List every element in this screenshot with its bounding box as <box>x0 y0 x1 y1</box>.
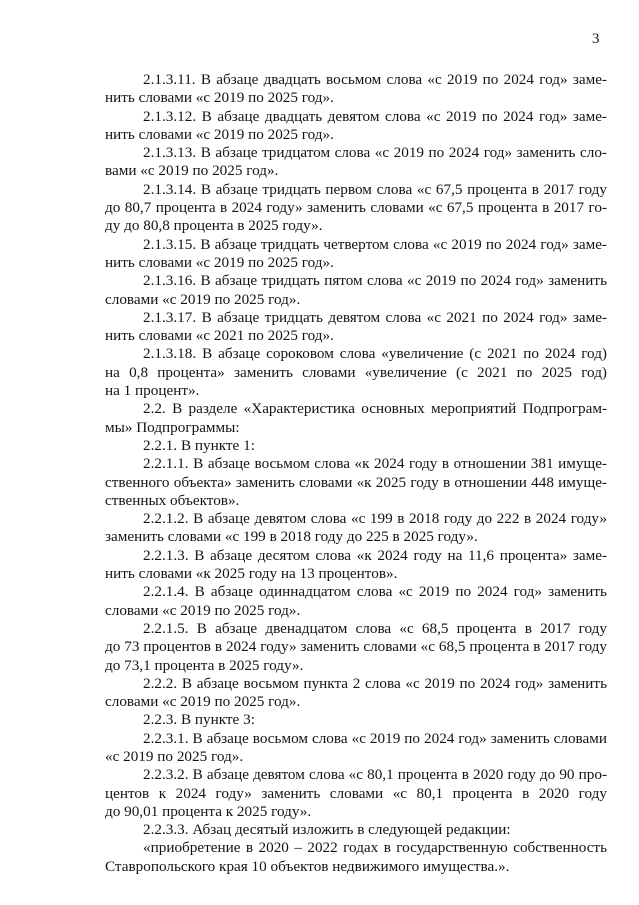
text-line: 2.1.3.18. В абзаце сороковом слова «увеличение (с 2021 по 2024 год) <box>143 345 607 363</box>
paragraph <box>105 309 607 346</box>
paragraph <box>105 108 607 145</box>
text-line: 2.2.1.4. В абзаце одиннадцатом слова «с 2019 по 2024 год» заменить <box>143 583 607 601</box>
paragraph <box>105 675 607 712</box>
text-line: 2.1.3.12. В абзаце двадцать девятом слова «с 2019 по 2024 год» заме- <box>143 107 607 125</box>
text-line: вами «с 2019 по 2025 год». <box>105 162 279 180</box>
text-line: 2.1.3.17. В абзаце тридцать девятом слова «с 2021 по 2024 год» заме- <box>143 308 607 326</box>
text-line: 2.2.1. В пункте 1: <box>143 436 255 454</box>
text-line: 2.2.3.2. В абзаце девятом слова «с 80,1 процента в 2020 году до 90 про- <box>143 766 607 784</box>
text-line: мы» Подпрограммы: <box>105 418 240 436</box>
text-line: 2.2.1.3. В абзаце десятом слова «к 2024 году на 11,6 процента» заме- <box>143 546 607 564</box>
paragraph <box>105 71 607 108</box>
text-line: нить словами «с 2021 по 2025 год». <box>105 327 334 345</box>
paragraph <box>105 272 607 309</box>
text-line: словами «с 2019 по 2025 год». <box>105 290 301 308</box>
paragraph <box>105 345 607 400</box>
text-line: до 80,7 процента в 2024 году» заменить словами «с 67,5 процента в 2017 го- <box>105 199 607 217</box>
text-line: словами «с 2019 по 2025 год». <box>105 601 301 619</box>
document-body <box>105 71 607 876</box>
paragraph <box>105 400 607 437</box>
paragraph <box>105 437 607 455</box>
text-line: заменить словами «с 199 в 2018 году до 225 в 2025 году». <box>105 528 478 546</box>
text-line: «приобретение в 2020 – 2022 годах в государственную собственность <box>143 839 607 857</box>
text-line: нить словами «с 2019 по 2025 год». <box>105 125 334 143</box>
text-line: 2.1.3.11. В абзаце двадцать восьмом слова «с 2019 по 2024 год» заме- <box>143 71 607 88</box>
paragraph <box>105 144 607 181</box>
text-line: на 1 процент». <box>105 382 200 400</box>
text-line: ду до 80,8 процента в 2025 году». <box>105 217 323 235</box>
text-line: нить словами «к 2025 году на 13 процентов». <box>105 565 398 583</box>
text-line: «с 2019 по 2025 год». <box>105 747 244 765</box>
text-line: 2.2.1.1. В абзаце восьмом слова «к 2024 году в отношении 381 имуще- <box>143 455 607 473</box>
text-line: 2.1.3.16. В абзаце тридцать пятом слова «с 2019 по 2024 год» заменить <box>143 272 607 290</box>
paragraph <box>105 711 607 729</box>
paragraph <box>105 547 607 584</box>
text-line: до 73 процентов в 2024 году» заменить словами «с 68,5 процента в 2017 году <box>105 638 607 656</box>
text-line: 2.1.3.15. В абзаце тридцать четвертом слова «с 2019 по 2024 год» заме- <box>143 235 607 253</box>
text-line: ственных объектов». <box>105 491 240 509</box>
text-line: 2.2. В разделе «Характеристика основных мероприятий Подпрограм- <box>143 400 607 418</box>
text-line: 2.2.1.2. В абзаце девятом слова «с 199 в 2018 году до 222 в 2024 году» <box>143 510 607 528</box>
text-line: нить словами «с 2019 по 2025 год». <box>105 89 334 107</box>
paragraph <box>105 455 607 510</box>
text-line: 2.1.3.14. В абзаце тридцать первом слова «с 67,5 процента в 2017 году <box>143 180 607 198</box>
text-line: до 90,01 процента к 2025 году». <box>105 802 312 820</box>
text-line: 2.2.3. В пункте 3: <box>143 711 255 729</box>
paragraph <box>105 766 607 821</box>
text-line: до 73,1 процента в 2025 году». <box>105 656 304 674</box>
text-line: 2.2.3.3. Абзац десятый изложить в следующей редакции: <box>143 821 511 839</box>
text-line: Ставропольского края 10 объектов недвижимого имущества.». <box>105 857 510 875</box>
page-number: 3 <box>592 31 600 47</box>
text-line: нить словами «с 2019 по 2025 год». <box>105 253 334 271</box>
text-line: 2.2.2. В абзаце восьмом пункта 2 слова «с 2019 по 2024 год» заменить <box>143 674 607 692</box>
paragraph <box>105 730 607 767</box>
paragraph <box>105 181 607 236</box>
paragraph <box>105 510 607 547</box>
text-line: 2.2.1.5. В абзаце двенадцатом слова «с 68,5 процента в 2017 году <box>143 619 607 637</box>
text-line: 2.1.3.13. В абзаце тридцатом слова «с 2019 по 2024 год» заменить сло- <box>143 144 607 162</box>
paragraph <box>105 821 607 839</box>
text-line: на 0,8 процента» заменить словами «увеличение (с 2021 по 2025 год) <box>105 363 607 381</box>
text-line: словами «с 2019 по 2025 год». <box>105 693 301 711</box>
text-line: центов к 2024 году» заменить словами «с 80,1 процента в 2020 году <box>105 784 607 802</box>
text-line: 2.2.3.1. В абзаце восьмом слова «с 2019 по 2024 год» заменить словами <box>143 729 607 747</box>
paragraph <box>105 583 607 620</box>
paragraph <box>105 236 607 273</box>
text-line: ственного объекта» заменить словами «к 2025 году в отношении 448 имуще- <box>105 473 607 491</box>
paragraph <box>105 620 607 675</box>
paragraph <box>105 839 607 876</box>
